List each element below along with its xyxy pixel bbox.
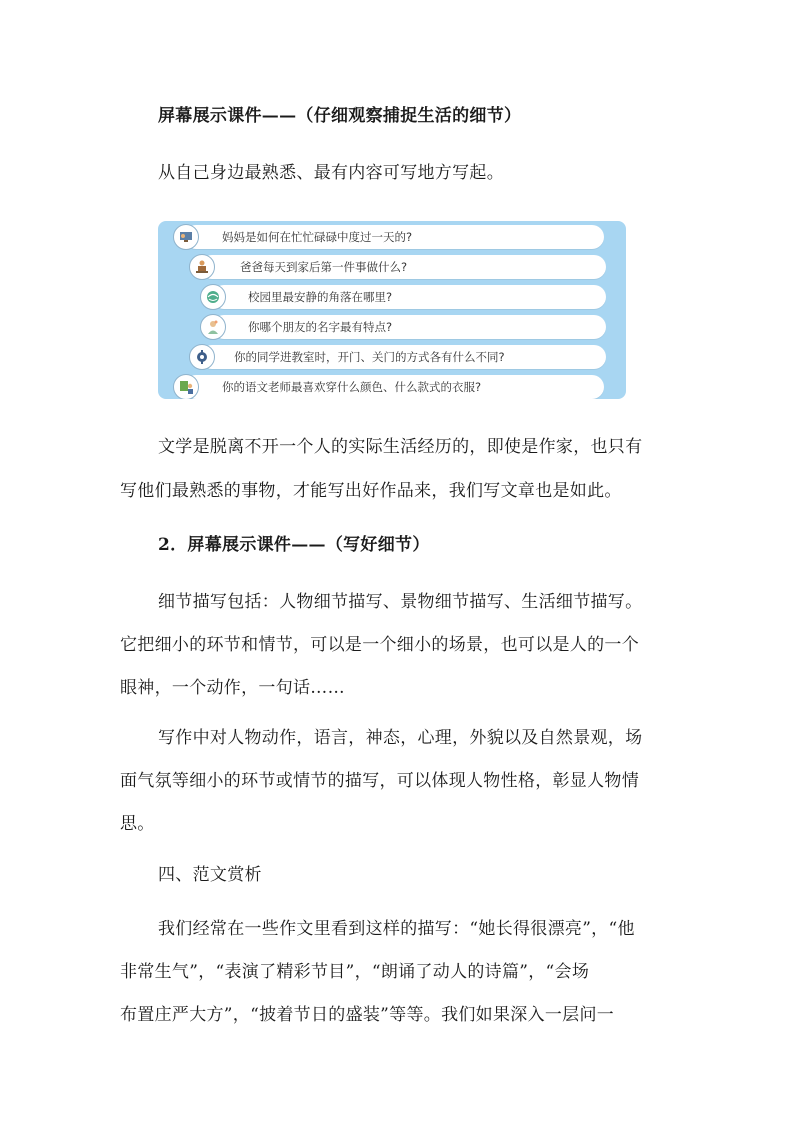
paragraph-example-line: 布置庄严大方”，“披着节日的盛装”等等。我们如果深入一层问一 (120, 1005, 615, 1025)
question-pill (200, 255, 606, 279)
question-text: 妈妈是如何在忙忙碌碌中度过一天的? (222, 230, 413, 244)
question-text: 你哪个朋友的名字最有特点? (248, 320, 393, 334)
question-pill (184, 225, 604, 249)
paragraph-example-line: 我们经常在一些作文里看到这样的描写：“她长得很漂亮”，“他 (158, 919, 635, 939)
paragraph-example-line: 非常生气”，“表演了精彩节目”，“朗诵了动人的诗篇”，“会场 (120, 962, 590, 982)
friend-icon (200, 314, 226, 340)
paragraph-detail-line: 眼神，一个动作，一句话…… (120, 678, 345, 698)
computer-person-icon (173, 224, 199, 250)
question-text: 你的语文老师最喜欢穿什么颜色、什么款式的衣服? (222, 380, 482, 394)
paragraph-literature-line (158, 435, 673, 459)
globe-icon (200, 284, 226, 310)
teacher-icon (173, 374, 199, 399)
paragraph-writing-line: 思。 (120, 814, 155, 834)
section-heading-examples: 四、范文赏析 (158, 865, 262, 885)
paragraph-start-nearby: 从自己身边最熟悉、最有内容可写地方写起。 (158, 163, 504, 183)
paragraph-detail-line: 它把细小的环节和情节，可以是一个细小的场景，也可以是人的一个 (120, 635, 639, 655)
section-heading-observe: 屏幕展示课件——（仔细观察捕捉生活的细节） (158, 106, 522, 126)
question-text: 爸爸每天到家后第一件事做什么? (240, 260, 408, 274)
question-text: 你的同学进教室时，开门、关门的方式各有什么不同? (234, 350, 505, 364)
paragraph-writing-line: 面气氛等细小的环节或情节的描写，可以体现人物性格，彰显人物情 (120, 771, 639, 791)
question-pill (200, 345, 606, 369)
question-pill (212, 285, 606, 309)
question-text: 校园里最安静的角落在哪里? (248, 290, 393, 304)
paragraph-detail-line: 细节描写包括：人物细节描写、景物细节描写、生活细节描写。 (158, 592, 643, 612)
paragraph-literature-line: 写他们最熟悉的事物，才能写出好作品来，我们写文章也是如此。 (120, 481, 622, 501)
courseware-slide (158, 221, 626, 399)
paragraph-writing-line: 写作中对人物动作，语言，神态，心理，外貌以及自然景观，场 (158, 728, 643, 748)
text-line: 文学是脱离不开一个人的实际生活经历的，即使是作家，也只有 (158, 437, 643, 457)
section-heading-details: 2．屏幕展示课件——（写好细节） (158, 535, 430, 555)
question-pill (184, 375, 604, 399)
question-pill (212, 315, 606, 339)
gear-person-icon (189, 344, 215, 370)
person-sitting-icon (189, 254, 215, 280)
